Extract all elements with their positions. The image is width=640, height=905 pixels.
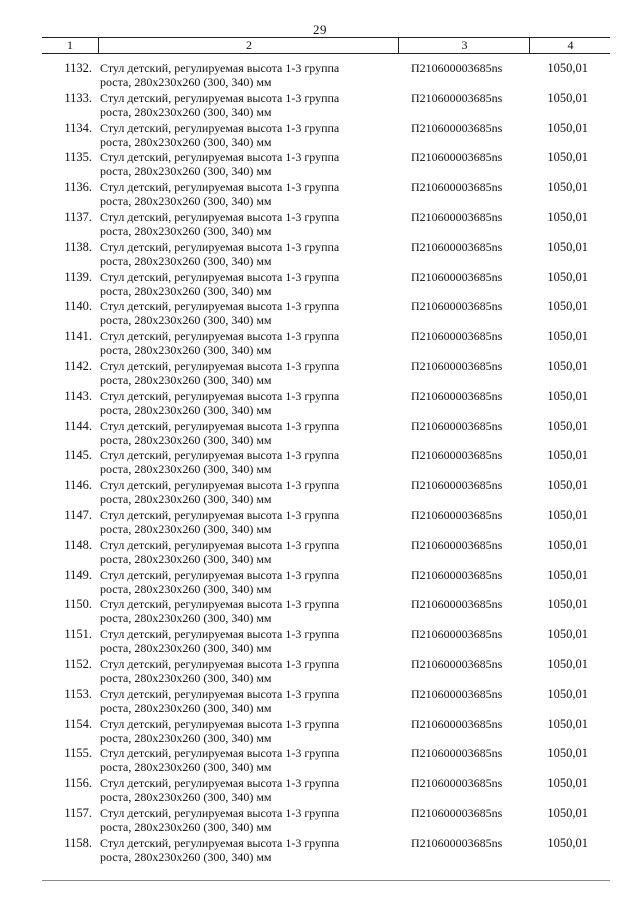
page-number: 29 <box>313 22 327 37</box>
row-code: П210600003685ns <box>411 448 503 463</box>
row-description <box>100 657 390 685</box>
description-line-1: Стул детский, регулируемая высота 1-3 группа <box>100 120 340 135</box>
table-row <box>42 833 610 863</box>
row-number: 1145. <box>64 448 92 463</box>
row-number: 1146. <box>64 478 92 493</box>
row-number: 1132. <box>64 61 92 75</box>
row-code: П210600003685ns <box>411 686 503 701</box>
description-line-1: Стул детский, регулируемая высота 1-3 группа <box>100 537 340 552</box>
description-line-2: роста, 280х230х260 (300, 340) мм <box>100 164 272 179</box>
row-code: П210600003685ns <box>411 627 503 642</box>
row-number: 1142. <box>64 358 92 373</box>
row-code: П210600003685ns <box>411 746 503 761</box>
row-code: П210600003685ns <box>411 716 503 731</box>
table-row <box>42 416 610 446</box>
table-row <box>42 624 610 654</box>
row-price: 1050,01 <box>547 656 588 671</box>
row-price: 1050,01 <box>547 567 588 582</box>
row-price: 1050,01 <box>547 686 588 701</box>
table-row <box>42 147 610 177</box>
table-row <box>42 594 610 624</box>
row-number: 1147. <box>64 507 92 522</box>
row-code: П210600003685ns <box>411 597 503 612</box>
description-line-1: Стул детский, регулируемая высота 1-3 группа <box>100 746 340 761</box>
description-line-1: Стул детский, регулируемая высота 1-3 группа <box>100 90 340 105</box>
description-line-1: Стул детский, регулируемая высота 1-3 группа <box>100 835 340 850</box>
row-price: 1050,01 <box>547 478 588 493</box>
description-line-1: Стул детский, регулируемая высота 1-3 группа <box>100 448 340 463</box>
description-line-2: роста, 280х230х260 (300, 340) мм <box>100 104 272 119</box>
description-line-2: роста, 280х230х260 (300, 340) мм <box>100 760 272 775</box>
description-line-2: роста, 280х230х260 (300, 340) мм <box>100 730 272 745</box>
table-row <box>42 356 610 386</box>
row-price: 1050,01 <box>547 209 588 224</box>
bottom-divider <box>42 880 610 881</box>
row-code: П210600003685ns <box>411 150 503 165</box>
row-price: 1050,01 <box>547 150 588 165</box>
row-description <box>100 180 390 208</box>
description-line-2: роста, 280х230х260 (300, 340) мм <box>100 134 272 149</box>
table-row <box>42 267 610 297</box>
row-price: 1050,01 <box>547 835 588 850</box>
description-line-1: Стул детский, регулируемая высота 1-3 группа <box>100 478 340 493</box>
row-description <box>100 597 390 625</box>
row-code: П210600003685ns <box>411 418 503 433</box>
row-code: П210600003685ns <box>411 478 503 493</box>
table-row <box>42 237 610 267</box>
description-line-1: Стул детский, регулируемая высота 1-3 группа <box>100 299 340 314</box>
table-row <box>42 88 610 118</box>
row-code: П210600003685ns <box>411 805 503 820</box>
description-line-1: Стул детский, регулируемая высота 1-3 группа <box>100 358 340 373</box>
row-code: П210600003685ns <box>411 90 503 105</box>
row-number: 1141. <box>64 329 92 344</box>
description-line-1: Стул детский, регулируемая высота 1-3 группа <box>100 418 340 433</box>
description-line-2: роста, 280х230х260 (300, 340) мм <box>100 253 272 268</box>
description-line-2: роста, 280х230х260 (300, 340) мм <box>100 670 272 685</box>
header-cell-description: 2 <box>98 38 399 53</box>
table-row <box>42 803 610 833</box>
table-row <box>42 386 610 416</box>
description-line-1: Стул детский, регулируемая высота 1-3 группа <box>100 686 340 701</box>
row-number: 1138. <box>64 239 92 254</box>
table-row <box>42 58 610 88</box>
row-description <box>100 836 390 864</box>
description-line-2: роста, 280х230х260 (300, 340) мм <box>100 462 272 477</box>
description-line-2: роста, 280х230х260 (300, 340) мм <box>100 75 272 89</box>
row-description <box>100 419 390 447</box>
row-description <box>100 448 390 476</box>
row-code: П210600003685ns <box>411 507 503 522</box>
table-row <box>42 654 610 684</box>
row-price: 1050,01 <box>547 507 588 522</box>
row-price: 1050,01 <box>547 597 588 612</box>
description-line-2: роста, 280х230х260 (300, 340) мм <box>100 581 272 596</box>
row-number: 1155. <box>64 746 92 761</box>
row-number: 1140. <box>64 299 92 314</box>
row-code: П210600003685ns <box>411 61 503 75</box>
row-number: 1149. <box>64 567 92 582</box>
row-number: 1158. <box>64 835 92 850</box>
description-line-2: роста, 280х230х260 (300, 340) мм <box>100 432 272 447</box>
row-description <box>100 746 390 774</box>
table-row <box>42 535 610 565</box>
row-number: 1152. <box>64 656 92 671</box>
row-description <box>100 717 390 745</box>
description-line-2: роста, 280х230х260 (300, 340) мм <box>100 849 272 864</box>
row-price: 1050,01 <box>547 180 588 195</box>
description-line-2: роста, 280х230х260 (300, 340) мм <box>100 194 272 209</box>
row-code: П210600003685ns <box>411 329 503 344</box>
row-code: П210600003685ns <box>411 299 503 314</box>
row-number: 1144. <box>64 418 92 433</box>
description-line-1: Стул детский, регулируемая высота 1-3 группа <box>100 269 340 284</box>
description-line-1: Стул детский, регулируемая высота 1-3 группа <box>100 209 340 224</box>
row-number: 1148. <box>64 537 92 552</box>
row-code: П210600003685ns <box>411 358 503 373</box>
table-row <box>42 326 610 356</box>
description-line-1: Стул детский, регулируемая высота 1-3 группа <box>100 627 340 642</box>
row-price: 1050,01 <box>547 537 588 552</box>
table-body <box>42 58 610 863</box>
description-line-2: роста, 280х230х260 (300, 340) мм <box>100 819 272 834</box>
row-price: 1050,01 <box>547 299 588 314</box>
row-description <box>100 91 390 119</box>
row-description <box>100 478 390 506</box>
row-number: 1151. <box>64 627 92 642</box>
table-row <box>42 714 610 744</box>
row-code: П210600003685ns <box>411 567 503 582</box>
row-number: 1150. <box>64 597 92 612</box>
row-description <box>100 270 390 298</box>
description-line-1: Стул детский, регулируемая высота 1-3 группа <box>100 716 340 731</box>
header-cell-price: 4 <box>529 38 611 53</box>
description-line-2: роста, 280х230х260 (300, 340) мм <box>100 641 272 656</box>
row-description <box>100 121 390 149</box>
row-description <box>100 627 390 655</box>
row-number: 1153. <box>64 686 92 701</box>
row-code: П210600003685ns <box>411 120 503 135</box>
description-line-2: роста, 280х230х260 (300, 340) мм <box>100 223 272 238</box>
row-description <box>100 210 390 238</box>
row-code: П210600003685ns <box>411 537 503 552</box>
row-price: 1050,01 <box>547 448 588 463</box>
row-code: П210600003685ns <box>411 239 503 254</box>
description-line-2: роста, 280х230х260 (300, 340) мм <box>100 611 272 626</box>
row-description <box>100 150 390 178</box>
description-line-1: Стул детский, регулируемая высота 1-3 группа <box>100 507 340 522</box>
row-description <box>100 508 390 536</box>
description-line-2: роста, 280х230х260 (300, 340) мм <box>100 283 272 298</box>
description-line-2: роста, 280х230х260 (300, 340) мм <box>100 402 272 417</box>
description-line-1: Стул детский, регулируемая высота 1-3 группа <box>100 776 340 791</box>
row-number: 1137. <box>64 209 92 224</box>
row-number: 1135. <box>64 150 92 165</box>
table-row <box>42 207 610 237</box>
description-line-2: роста, 280х230х260 (300, 340) мм <box>100 551 272 566</box>
description-line-2: роста, 280х230х260 (300, 340) мм <box>100 700 272 715</box>
description-line-1: Стул детский, регулируемая высота 1-3 группа <box>100 180 340 195</box>
row-description <box>100 359 390 387</box>
row-price: 1050,01 <box>547 90 588 105</box>
row-code: П210600003685ns <box>411 776 503 791</box>
description-line-1: Стул детский, регулируемая высота 1-3 группа <box>100 388 340 403</box>
description-line-1: Стул детский, регулируемая высота 1-3 группа <box>100 61 340 75</box>
row-price: 1050,01 <box>547 716 588 731</box>
table-row <box>42 475 610 505</box>
row-code: П210600003685ns <box>411 209 503 224</box>
description-line-1: Стул детский, регулируемая высота 1-3 группа <box>100 567 340 582</box>
description-line-1: Стул детский, регулируемая высота 1-3 группа <box>100 239 340 254</box>
header-cell-number: 1 <box>67 38 73 52</box>
row-description <box>100 240 390 268</box>
row-number: 1154. <box>64 716 92 731</box>
description-line-1: Стул детский, регулируемая высота 1-3 группа <box>100 329 340 344</box>
row-price: 1050,01 <box>547 418 588 433</box>
row-code: П210600003685ns <box>411 180 503 195</box>
row-code: П210600003685ns <box>411 835 503 850</box>
table-row <box>42 296 610 326</box>
description-line-2: роста, 280х230х260 (300, 340) мм <box>100 790 272 805</box>
description-line-2: роста, 280х230х260 (300, 340) мм <box>100 521 272 536</box>
row-price: 1050,01 <box>547 61 588 75</box>
table-row <box>42 118 610 148</box>
table-row <box>42 505 610 535</box>
description-line-2: роста, 280х230х260 (300, 340) мм <box>100 343 272 358</box>
row-number: 1143. <box>64 388 92 403</box>
table-row <box>42 773 610 803</box>
row-description <box>100 61 390 89</box>
row-description <box>100 389 390 417</box>
row-description <box>100 806 390 834</box>
row-description <box>100 299 390 327</box>
row-number: 1133. <box>64 90 92 105</box>
row-price: 1050,01 <box>547 805 588 820</box>
description-line-1: Стул детский, регулируемая высота 1-3 группа <box>100 805 340 820</box>
row-price: 1050,01 <box>547 269 588 284</box>
row-description <box>100 776 390 804</box>
row-price: 1050,01 <box>547 329 588 344</box>
row-code: П210600003685ns <box>411 388 503 403</box>
table-row <box>42 565 610 595</box>
row-code: П210600003685ns <box>411 269 503 284</box>
row-price: 1050,01 <box>547 239 588 254</box>
header-cell-code: 3 <box>398 38 530 53</box>
row-description <box>100 687 390 715</box>
row-number: 1136. <box>64 180 92 195</box>
description-line-1: Стул детский, регулируемая высота 1-3 группа <box>100 656 340 671</box>
row-price: 1050,01 <box>547 776 588 791</box>
row-number: 1157. <box>64 805 92 820</box>
description-line-2: роста, 280х230х260 (300, 340) мм <box>100 372 272 387</box>
description-line-2: роста, 280х230х260 (300, 340) мм <box>100 313 272 328</box>
row-price: 1050,01 <box>547 120 588 135</box>
table-row <box>42 684 610 714</box>
table-row <box>42 177 610 207</box>
description-line-2: роста, 280х230х260 (300, 340) мм <box>100 492 272 507</box>
row-description <box>100 329 390 357</box>
row-price: 1050,01 <box>547 358 588 373</box>
row-price: 1050,01 <box>547 746 588 761</box>
row-number: 1156. <box>64 776 92 791</box>
description-line-1: Стул детский, регулируемая высота 1-3 группа <box>100 150 340 165</box>
description-line-1: Стул детский, регулируемая высота 1-3 группа <box>100 597 340 612</box>
row-code: П210600003685ns <box>411 656 503 671</box>
table-row <box>42 743 610 773</box>
row-number: 1134. <box>64 120 92 135</box>
table-header <box>42 37 610 54</box>
row-price: 1050,01 <box>547 627 588 642</box>
table-row <box>42 445 610 475</box>
row-description <box>100 538 390 566</box>
row-description <box>100 568 390 596</box>
row-price: 1050,01 <box>547 388 588 403</box>
row-number: 1139. <box>64 269 92 284</box>
